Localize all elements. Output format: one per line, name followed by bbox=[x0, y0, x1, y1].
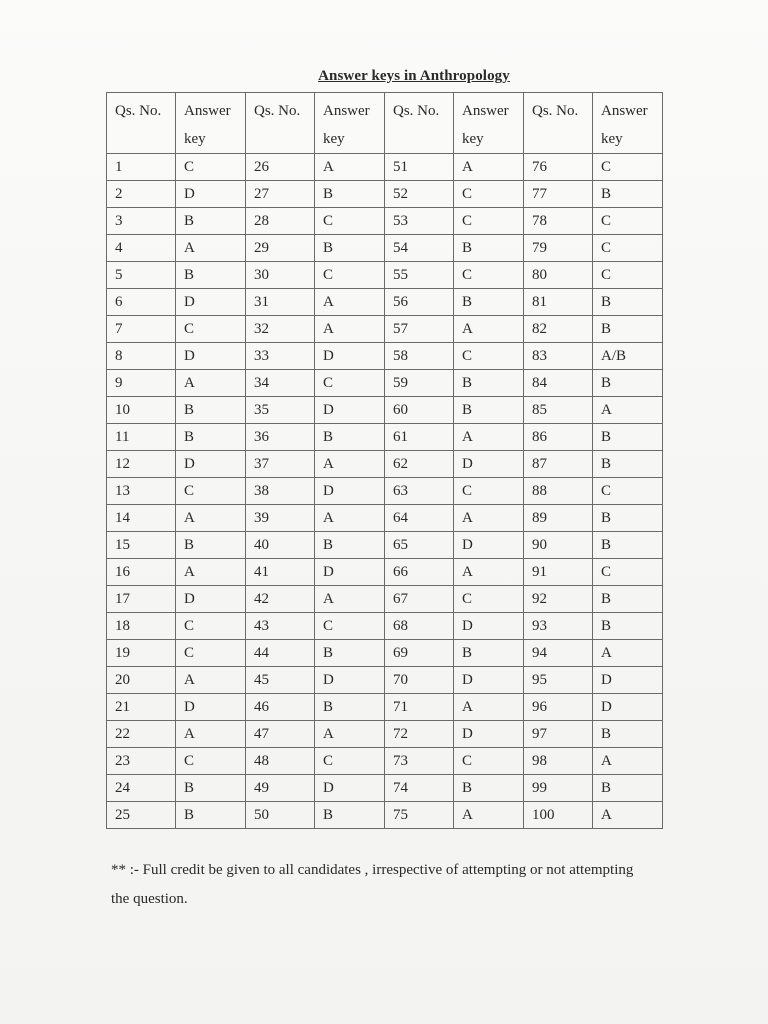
answer-key-cell: A bbox=[176, 721, 246, 748]
answer-key-cell: D bbox=[593, 667, 663, 694]
answer-key-cell: D bbox=[315, 667, 385, 694]
answer-key-cell: B bbox=[593, 586, 663, 613]
question-number-cell: 39 bbox=[246, 505, 315, 532]
table-row bbox=[107, 802, 663, 829]
table-row bbox=[107, 748, 663, 775]
answer-key-cell: A bbox=[454, 316, 524, 343]
answer-key-cell: A bbox=[454, 694, 524, 721]
answer-key-cell: B bbox=[315, 235, 385, 262]
question-number-cell: 38 bbox=[246, 478, 315, 505]
question-number-cell: 51 bbox=[385, 154, 454, 181]
table-row bbox=[107, 424, 663, 451]
question-number-cell: 16 bbox=[107, 559, 176, 586]
question-number-cell: 57 bbox=[385, 316, 454, 343]
answer-key-cell: D bbox=[176, 289, 246, 316]
table-row bbox=[107, 721, 663, 748]
question-number-cell: 54 bbox=[385, 235, 454, 262]
answer-key-cell: A bbox=[315, 505, 385, 532]
question-number-cell: 46 bbox=[246, 694, 315, 721]
table-row bbox=[107, 235, 663, 262]
question-number-cell: 4 bbox=[107, 235, 176, 262]
table-row bbox=[107, 775, 663, 802]
answer-key-cell: D bbox=[315, 775, 385, 802]
question-number-cell: 31 bbox=[246, 289, 315, 316]
table-row bbox=[107, 640, 663, 667]
answer-key-cell: B bbox=[315, 694, 385, 721]
answer-key-cell: D bbox=[176, 181, 246, 208]
footnote-line-2: the question. bbox=[111, 891, 188, 907]
table-row bbox=[107, 181, 663, 208]
answer-key-cell: B bbox=[454, 289, 524, 316]
answer-key-cell: C bbox=[454, 586, 524, 613]
answer-key-cell: A bbox=[176, 235, 246, 262]
question-number-cell: 21 bbox=[107, 694, 176, 721]
header-answer-key: Answer key bbox=[176, 93, 246, 154]
question-number-cell: 8 bbox=[107, 343, 176, 370]
question-number-cell: 32 bbox=[246, 316, 315, 343]
answer-key-cell: B bbox=[454, 397, 524, 424]
answer-key-cell: C bbox=[315, 370, 385, 397]
question-number-cell: 84 bbox=[524, 370, 593, 397]
question-number-cell: 45 bbox=[246, 667, 315, 694]
question-number-cell: 96 bbox=[524, 694, 593, 721]
header-qs-no: Qs. No. bbox=[107, 93, 176, 154]
table-row bbox=[107, 694, 663, 721]
question-number-cell: 30 bbox=[246, 262, 315, 289]
question-number-cell: 48 bbox=[246, 748, 315, 775]
answer-key-cell: B bbox=[593, 424, 663, 451]
question-number-cell: 78 bbox=[524, 208, 593, 235]
answer-key-cell: D bbox=[454, 721, 524, 748]
question-number-cell: 99 bbox=[524, 775, 593, 802]
answer-key-cell: C bbox=[593, 262, 663, 289]
answer-key-cell: B bbox=[593, 721, 663, 748]
question-number-cell: 85 bbox=[524, 397, 593, 424]
answer-key-cell: B bbox=[593, 370, 663, 397]
question-number-cell: 52 bbox=[385, 181, 454, 208]
answer-key-cell: B bbox=[593, 613, 663, 640]
question-number-cell: 44 bbox=[246, 640, 315, 667]
answer-key-cell: D bbox=[454, 451, 524, 478]
answer-key-cell: D bbox=[454, 667, 524, 694]
question-number-cell: 3 bbox=[107, 208, 176, 235]
answer-key-cell: A bbox=[593, 640, 663, 667]
question-number-cell: 100 bbox=[524, 802, 593, 829]
answer-key-cell: B bbox=[176, 397, 246, 424]
answer-key-cell: B bbox=[315, 802, 385, 829]
question-number-cell: 53 bbox=[385, 208, 454, 235]
question-number-cell: 19 bbox=[107, 640, 176, 667]
question-number-cell: 50 bbox=[246, 802, 315, 829]
question-number-cell: 86 bbox=[524, 424, 593, 451]
answer-key-cell: C bbox=[176, 613, 246, 640]
answer-key-cell: D bbox=[176, 586, 246, 613]
page-title: Answer keys in Anthropology bbox=[318, 68, 510, 84]
answer-key-cell: A bbox=[315, 721, 385, 748]
question-number-cell: 12 bbox=[107, 451, 176, 478]
question-number-cell: 27 bbox=[246, 181, 315, 208]
answer-key-cell: C bbox=[176, 316, 246, 343]
question-number-cell: 60 bbox=[385, 397, 454, 424]
question-number-cell: 29 bbox=[246, 235, 315, 262]
answer-key-cell: B bbox=[593, 505, 663, 532]
answer-key-cell: C bbox=[176, 478, 246, 505]
question-number-cell: 98 bbox=[524, 748, 593, 775]
question-number-cell: 67 bbox=[385, 586, 454, 613]
answer-key-cell: C bbox=[176, 640, 246, 667]
answer-key-cell: B bbox=[593, 775, 663, 802]
question-number-cell: 9 bbox=[107, 370, 176, 397]
answer-key-cell: A bbox=[454, 559, 524, 586]
table-body bbox=[107, 154, 663, 829]
footnote-line-1: ** :- Full credit be given to all candidates , irrespective of attempting or not attempting bbox=[111, 862, 634, 878]
table-row bbox=[107, 370, 663, 397]
question-number-cell: 95 bbox=[524, 667, 593, 694]
answer-key-cell: C bbox=[454, 181, 524, 208]
question-number-cell: 82 bbox=[524, 316, 593, 343]
answer-key-table bbox=[106, 92, 663, 829]
footnote bbox=[111, 856, 711, 914]
question-number-cell: 76 bbox=[524, 154, 593, 181]
question-number-cell: 37 bbox=[246, 451, 315, 478]
answer-key-cell: A bbox=[176, 370, 246, 397]
question-number-cell: 17 bbox=[107, 586, 176, 613]
question-number-cell: 87 bbox=[524, 451, 593, 478]
question-number-cell: 42 bbox=[246, 586, 315, 613]
table-row bbox=[107, 586, 663, 613]
answer-key-cell: B bbox=[593, 316, 663, 343]
table-row bbox=[107, 316, 663, 343]
answer-key-cell: C bbox=[593, 559, 663, 586]
question-number-cell: 20 bbox=[107, 667, 176, 694]
question-number-cell: 97 bbox=[524, 721, 593, 748]
answer-key-cell: B bbox=[454, 640, 524, 667]
answer-key-cell: D bbox=[315, 343, 385, 370]
table-row bbox=[107, 667, 663, 694]
question-number-cell: 43 bbox=[246, 613, 315, 640]
answer-key-cell: B bbox=[315, 181, 385, 208]
answer-key-cell: B bbox=[454, 235, 524, 262]
answer-key-cell: C bbox=[454, 262, 524, 289]
answer-key-cell: D bbox=[315, 478, 385, 505]
question-number-cell: 89 bbox=[524, 505, 593, 532]
question-number-cell: 56 bbox=[385, 289, 454, 316]
question-number-cell: 91 bbox=[524, 559, 593, 586]
answer-key-cell: C bbox=[593, 235, 663, 262]
table-header-row bbox=[107, 93, 663, 154]
answer-key-cell: B bbox=[454, 775, 524, 802]
question-number-cell: 59 bbox=[385, 370, 454, 397]
answer-key-cell: C bbox=[315, 262, 385, 289]
answer-key-cell: A bbox=[593, 802, 663, 829]
table-row bbox=[107, 532, 663, 559]
answer-key-cell: D bbox=[454, 613, 524, 640]
question-number-cell: 11 bbox=[107, 424, 176, 451]
question-number-cell: 93 bbox=[524, 613, 593, 640]
answer-key-cell: B bbox=[176, 208, 246, 235]
question-number-cell: 58 bbox=[385, 343, 454, 370]
question-number-cell: 22 bbox=[107, 721, 176, 748]
question-number-cell: 55 bbox=[385, 262, 454, 289]
answer-key-cell: C bbox=[315, 748, 385, 775]
question-number-cell: 68 bbox=[385, 613, 454, 640]
question-number-cell: 80 bbox=[524, 262, 593, 289]
question-number-cell: 81 bbox=[524, 289, 593, 316]
answer-key-cell: A bbox=[454, 802, 524, 829]
question-number-cell: 88 bbox=[524, 478, 593, 505]
answer-key-cell: A bbox=[315, 586, 385, 613]
question-number-cell: 26 bbox=[246, 154, 315, 181]
question-number-cell: 14 bbox=[107, 505, 176, 532]
table-row bbox=[107, 289, 663, 316]
question-number-cell: 10 bbox=[107, 397, 176, 424]
question-number-cell: 70 bbox=[385, 667, 454, 694]
answer-key-cell: D bbox=[315, 559, 385, 586]
answer-key-cell: A bbox=[315, 154, 385, 181]
question-number-cell: 28 bbox=[246, 208, 315, 235]
table-row bbox=[107, 559, 663, 586]
answer-key-cell: B bbox=[315, 424, 385, 451]
question-number-cell: 73 bbox=[385, 748, 454, 775]
question-number-cell: 40 bbox=[246, 532, 315, 559]
question-number-cell: 24 bbox=[107, 775, 176, 802]
question-number-cell: 2 bbox=[107, 181, 176, 208]
question-number-cell: 18 bbox=[107, 613, 176, 640]
answer-key-cell: B bbox=[176, 424, 246, 451]
table-row bbox=[107, 397, 663, 424]
answer-key-cell: A bbox=[176, 667, 246, 694]
question-number-cell: 77 bbox=[524, 181, 593, 208]
answer-key-cell: B bbox=[176, 532, 246, 559]
answer-key-cell: B bbox=[593, 532, 663, 559]
answer-key-cell: A bbox=[593, 748, 663, 775]
question-number-cell: 23 bbox=[107, 748, 176, 775]
answer-key-cell: D bbox=[176, 694, 246, 721]
answer-key-cell: C bbox=[315, 208, 385, 235]
question-number-cell: 35 bbox=[246, 397, 315, 424]
question-number-cell: 1 bbox=[107, 154, 176, 181]
question-number-cell: 49 bbox=[246, 775, 315, 802]
answer-key-cell: C bbox=[454, 478, 524, 505]
answer-key-cell: A bbox=[593, 397, 663, 424]
answer-key-cell: D bbox=[454, 532, 524, 559]
answer-key-cell: A bbox=[176, 559, 246, 586]
answer-key-cell: A bbox=[315, 316, 385, 343]
question-number-cell: 33 bbox=[246, 343, 315, 370]
answer-key-cell: C bbox=[454, 343, 524, 370]
question-number-cell: 94 bbox=[524, 640, 593, 667]
question-number-cell: 36 bbox=[246, 424, 315, 451]
question-number-cell: 6 bbox=[107, 289, 176, 316]
answer-key-cell: A bbox=[454, 154, 524, 181]
header-qs-no: Qs. No. bbox=[246, 93, 315, 154]
question-number-cell: 62 bbox=[385, 451, 454, 478]
answer-key-cell: C bbox=[593, 208, 663, 235]
table-row bbox=[107, 343, 663, 370]
answer-key-cell: B bbox=[593, 181, 663, 208]
question-number-cell: 71 bbox=[385, 694, 454, 721]
table-row bbox=[107, 208, 663, 235]
question-number-cell: 75 bbox=[385, 802, 454, 829]
answer-key-cell: B bbox=[315, 532, 385, 559]
header-answer-key: Answer key bbox=[454, 93, 524, 154]
question-number-cell: 72 bbox=[385, 721, 454, 748]
question-number-cell: 83 bbox=[524, 343, 593, 370]
question-number-cell: 69 bbox=[385, 640, 454, 667]
answer-key-cell: A bbox=[315, 289, 385, 316]
header-answer-key: Answer key bbox=[593, 93, 663, 154]
table-row bbox=[107, 451, 663, 478]
question-number-cell: 63 bbox=[385, 478, 454, 505]
answer-key-cell: D bbox=[176, 451, 246, 478]
answer-key-cell: B bbox=[176, 802, 246, 829]
table-row bbox=[107, 154, 663, 181]
question-number-cell: 64 bbox=[385, 505, 454, 532]
answer-key-cell: A/B bbox=[593, 343, 663, 370]
question-number-cell: 7 bbox=[107, 316, 176, 343]
answer-key-cell: B bbox=[176, 775, 246, 802]
answer-key-cell: A bbox=[454, 505, 524, 532]
header-qs-no: Qs. No. bbox=[524, 93, 593, 154]
header-answer-key: Answer key bbox=[315, 93, 385, 154]
question-number-cell: 5 bbox=[107, 262, 176, 289]
answer-key-cell: D bbox=[176, 343, 246, 370]
question-number-cell: 15 bbox=[107, 532, 176, 559]
question-number-cell: 65 bbox=[385, 532, 454, 559]
answer-key-cell: A bbox=[176, 505, 246, 532]
answer-key-cell: C bbox=[454, 208, 524, 235]
answer-key-cell: B bbox=[593, 451, 663, 478]
answer-key-cell: C bbox=[176, 154, 246, 181]
answer-key-cell: C bbox=[593, 154, 663, 181]
question-number-cell: 92 bbox=[524, 586, 593, 613]
question-number-cell: 25 bbox=[107, 802, 176, 829]
table-row bbox=[107, 613, 663, 640]
question-number-cell: 47 bbox=[246, 721, 315, 748]
answer-key-cell: C bbox=[176, 748, 246, 775]
question-number-cell: 34 bbox=[246, 370, 315, 397]
answer-key-cell: C bbox=[315, 613, 385, 640]
answer-key-cell: A bbox=[315, 451, 385, 478]
table-row bbox=[107, 505, 663, 532]
answer-key-cell: B bbox=[593, 289, 663, 316]
question-number-cell: 90 bbox=[524, 532, 593, 559]
answer-key-cell: D bbox=[593, 694, 663, 721]
question-number-cell: 74 bbox=[385, 775, 454, 802]
answer-key-cell: B bbox=[315, 640, 385, 667]
table-row bbox=[107, 262, 663, 289]
answer-key-cell: A bbox=[454, 424, 524, 451]
question-number-cell: 66 bbox=[385, 559, 454, 586]
answer-key-cell: C bbox=[593, 478, 663, 505]
answer-key-cell: B bbox=[454, 370, 524, 397]
question-number-cell: 61 bbox=[385, 424, 454, 451]
question-number-cell: 79 bbox=[524, 235, 593, 262]
table-row bbox=[107, 478, 663, 505]
question-number-cell: 13 bbox=[107, 478, 176, 505]
header-qs-no: Qs. No. bbox=[385, 93, 454, 154]
question-number-cell: 41 bbox=[246, 559, 315, 586]
answer-key-cell: B bbox=[176, 262, 246, 289]
answer-key-cell: D bbox=[315, 397, 385, 424]
answer-key-cell: C bbox=[454, 748, 524, 775]
